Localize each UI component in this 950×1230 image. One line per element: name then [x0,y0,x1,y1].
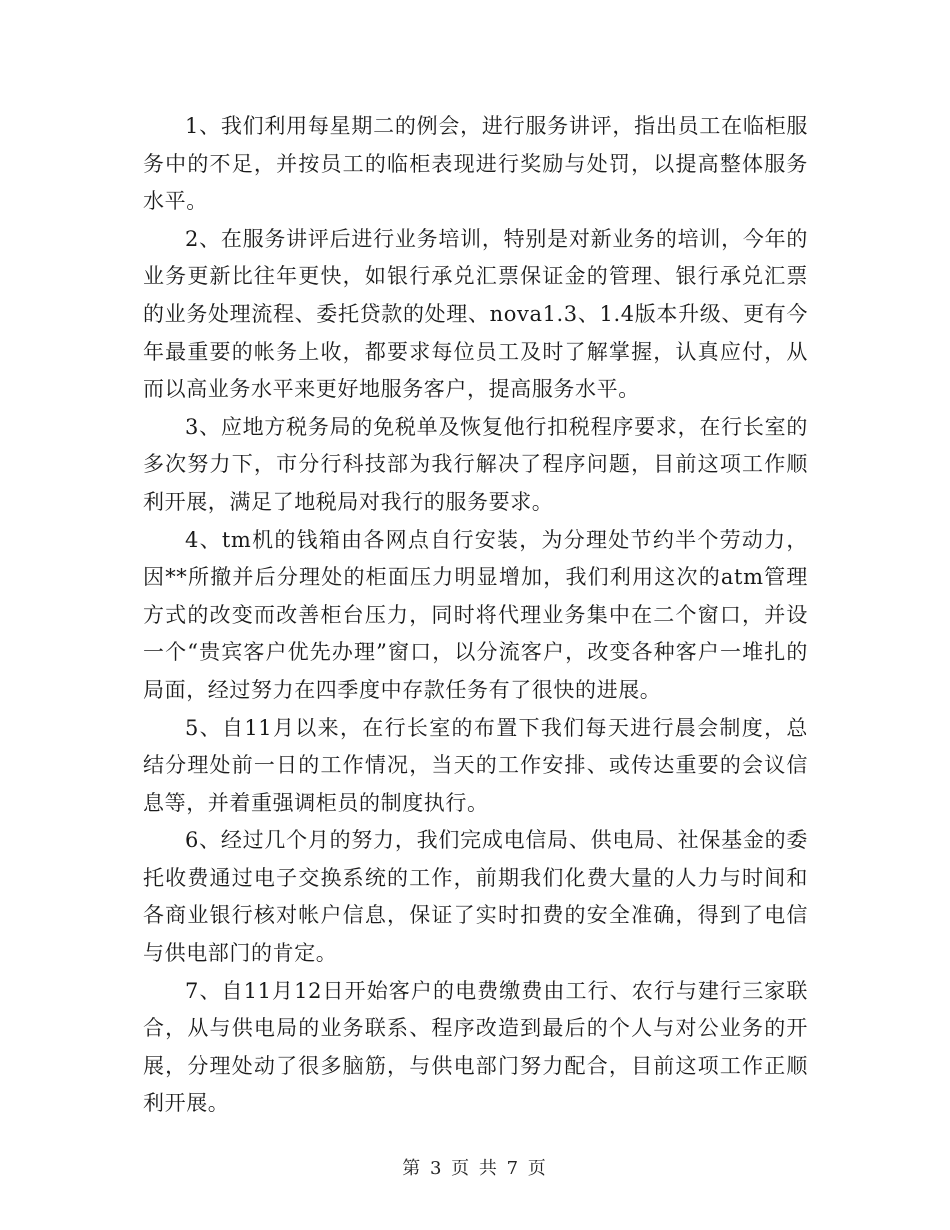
page-number-footer: 第 3 页 共 7 页 [402,1158,548,1179]
paragraph-2: 2、在服务讲评后进行业务培训，特别是对新业务的培训，今年的业务更新比往年更快，如银行承兑汇票保证金的管理、银行承兑汇票的业务处理流程、委托贷款的处理、nova1.3、1.4版本升级、更有今年最重要的帐务上收，都要求每位员工及时了解掌握，认真应付，从而以高业务水平来更好地服务客户，提高服务水平。 [143,226,808,402]
paragraph-3: 3、应地方税务局的免税单及恢复他行扣税程序要求，在行长室的多次努力下，市分行科技部为我行解决了程序问题，目前这项工作顺利开展，满足了地税局对我行的服务要求。 [143,414,808,514]
paragraph-4: 4、tm机的钱箱由各网点自行安装，为分理处节约半个劳动力，因**所撤并后分理处的柜面压力明显增加，我们利用这次的atm管理方式的改变而改善柜台压力，同时将代理业务集中在二个窗口，并设一个“贵宾客户优先办理”窗口，以分流客户，改变各种客户一堆扎的局面，经过努力在四季度中存款任务有了很快的进展。 [143,527,808,702]
document-body [143,108,808,1123]
paragraph-5: 5、自11月以来，在行长室的布置下我们每天进行晨会制度，总结分理处前一日的工作情况，当天的工作安排、或传达重要的会议信息等，并着重强调柜员的制度执行。 [143,715,808,815]
paragraph-1: 1、我们利用每星期二的例会，进行服务讲评，指出员工在临柜服务中的不足，并按员工的临柜表现进行奖励与处罚，以提高整体服务水平。 [143,114,808,214]
paragraph-7: 7、自11月12日开始客户的电费缴费由工行、农行与建行三家联合，从与供电局的业务联系、程序改造到最后的个人与对公业务的开展，分理处动了很多脑筋，与供电部门努力配合，目前这项工作正顺利开展。 [143,978,808,1116]
paragraph-6: 6、经过几个月的努力，我们完成电信局、供电局、社保基金的委托收费通过电子交换系统的工作，前期我们化费大量的人力与时间和各商业银行核对帐户信息，保证了实时扣费的安全准确，得到了电信与供电部门的肯定。 [143,828,808,966]
